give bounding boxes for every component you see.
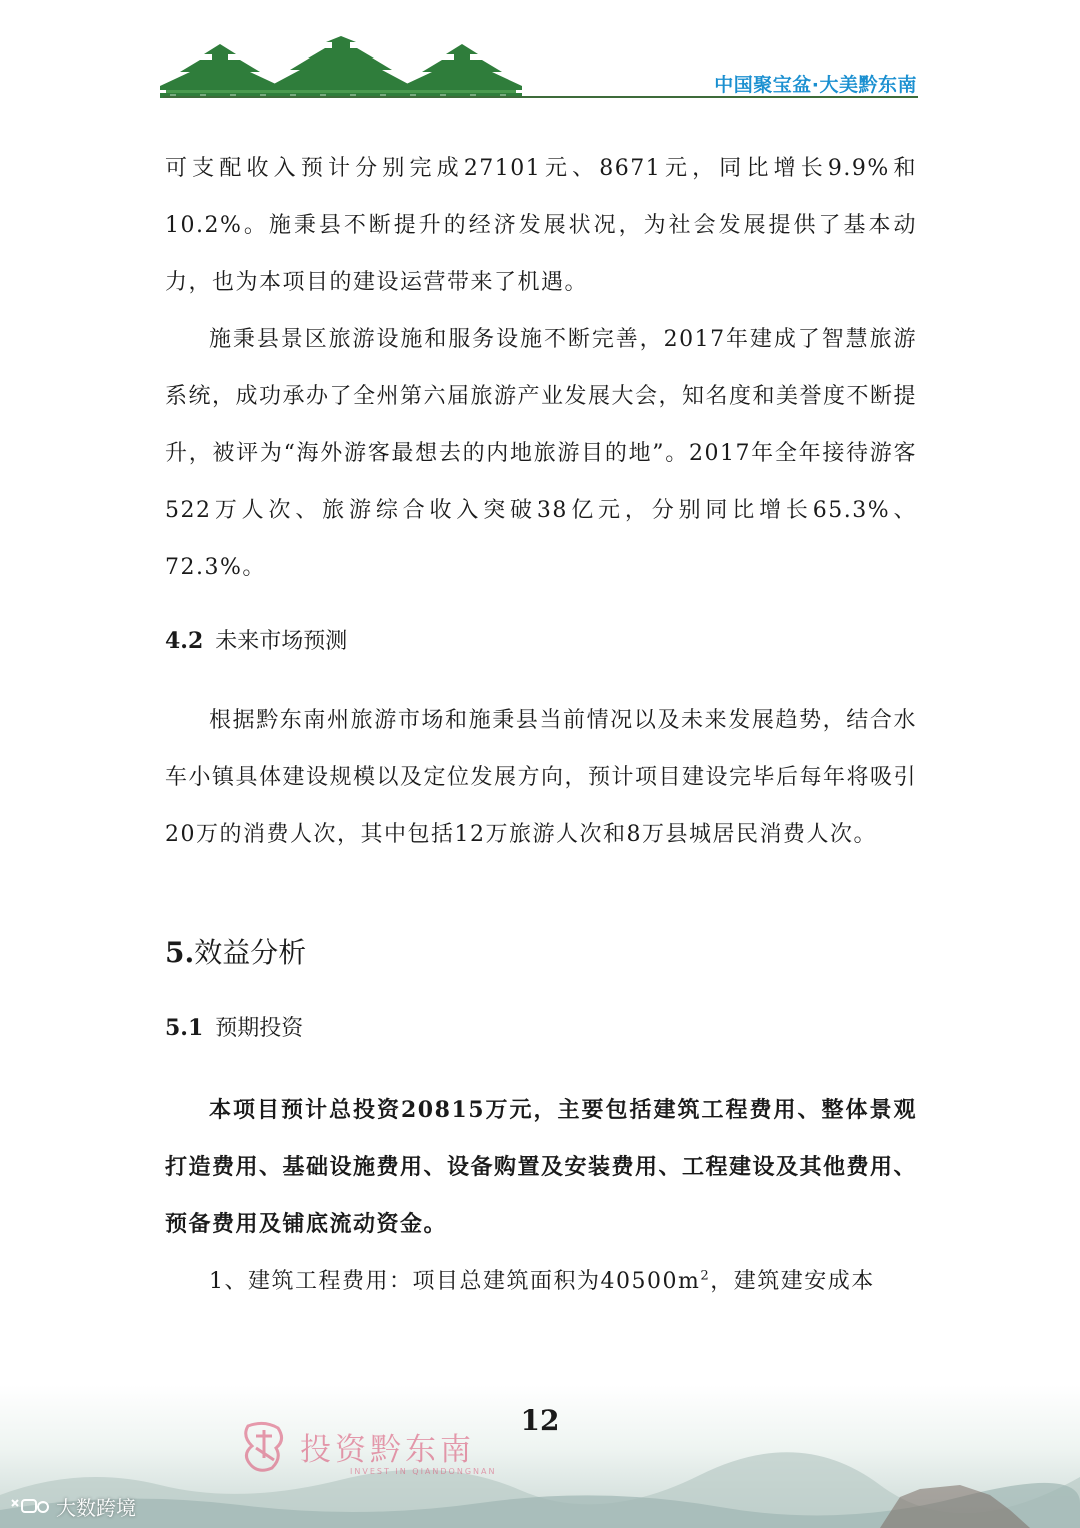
investment-detail: 万元，主要包括建筑工程费用、整体景观打造费用、基础设施费用、设备购置及安装费用、工程建设及其他费用、预备费用及铺底流动资金。	[165, 1097, 918, 1237]
section-title: 预期投资	[215, 1016, 304, 1041]
section-number: 5.	[165, 936, 195, 969]
section-number: 5.1	[165, 1015, 204, 1041]
bilibili-style-logo-icon	[8, 1496, 52, 1518]
paragraph-market-forecast: 根据黔东南州旅游市场和施秉县当前情况以及未来发展趋势，结合水车小镇具体建设规模以及定位发展方向，预计项目建设完毕后每年将吸引20万的消费人次，其中包括12万旅游人次和8万县城居民消费人次。	[165, 708, 918, 847]
brand-seal-icon	[238, 1418, 290, 1474]
document-body	[165, 140, 917, 1310]
construction-cost-text: 1、建筑工程费用：项目总建筑面积为40500m	[209, 1269, 701, 1294]
paragraph-total-investment	[165, 1082, 917, 1253]
investment-intro: 本项目预计总投资	[209, 1097, 401, 1123]
section-title: 效益分析	[194, 936, 307, 969]
area-unit-superscript: 2	[700, 1268, 711, 1284]
page-header	[0, 0, 1080, 110]
paragraph-tourism-facilities: 施秉县景区旅游设施和服务设施不断完善，2017年建成了智慧旅游系统，成功承办了全州第六届旅游产业发展大会，知名度和美誉度不断提升，被评为“海外游客最想去的内地旅游目的地”。2017年全年接待游客522万人次、旅游综合收入突破38亿元，分别同比增长65.3%、72.3%。	[165, 327, 918, 580]
section-title: 未来市场预测	[215, 629, 348, 654]
construction-cost-tail: ，建筑建安成本	[710, 1269, 875, 1294]
header-slogan: 中国聚宝盆·大美黔东南	[714, 74, 917, 96]
section-heading-5-1	[165, 1013, 917, 1044]
brand-name: 投资黔东南	[300, 1432, 475, 1468]
page-number: 12	[520, 1404, 560, 1437]
section-heading-5	[165, 935, 917, 971]
section-heading-4-2	[165, 626, 917, 657]
drum-tower-pavilion-icon	[160, 36, 522, 98]
watermark-text: 大数跨境	[56, 1496, 136, 1520]
platform-watermark	[8, 1492, 136, 1521]
investment-amount: 20815	[400, 1097, 486, 1123]
section-number: 4.2	[165, 628, 204, 654]
header-divider	[163, 96, 918, 98]
brand-subtitle: INVEST IN QIANDONGNAN	[350, 1467, 497, 1476]
paragraph-construction-cost	[165, 1253, 917, 1310]
paragraph-income: 可支配收入预计分别完成27101元、8671元，同比增长9.9%和10.2%。施秉县不断提升的经济发展状况，为社会发展提供了基本动力，也为本项目的建设运营带来了机遇。	[165, 156, 917, 295]
